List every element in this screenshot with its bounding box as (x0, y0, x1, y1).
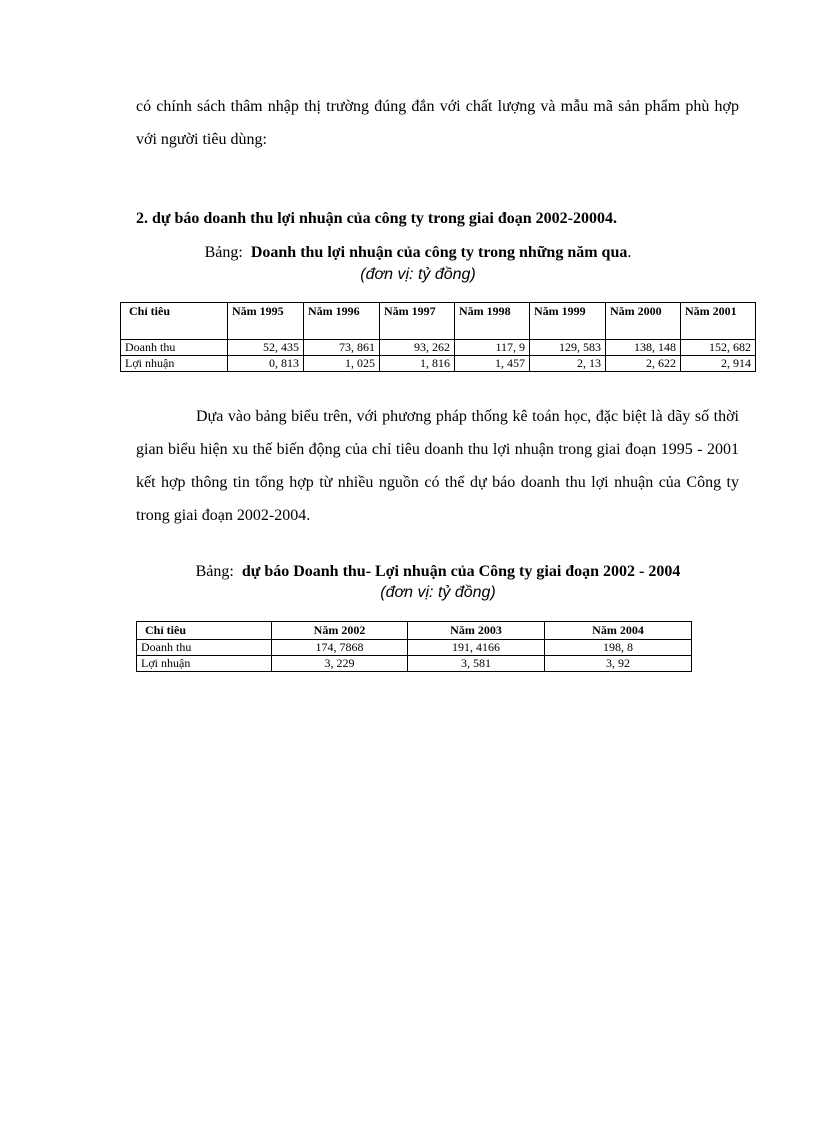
paragraph-intro: có chính sách thâm nhập thị trường đúng đắn với chất lượng và mẫu mã sản phẩm phù hợp với người tiêu dùng: (136, 98, 739, 148)
value-cell: 138, 148 (606, 340, 681, 356)
header-cell: Chỉ tiêu (137, 622, 272, 640)
value-cell: 3, 581 (408, 656, 545, 672)
table-1-caption-suffix: . (627, 244, 632, 261)
value-cell: 3, 92 (545, 656, 692, 672)
row-label-cell: Doanh thu (137, 640, 272, 656)
section-heading: 2. dự báo doanh thu lợi nhuận của công ty trong giai đoạn 2002-20004. (136, 210, 617, 227)
header-cell: Năm 1995 (228, 303, 304, 340)
value-cell: 2, 914 (681, 356, 756, 372)
table-1-caption (0, 244, 816, 262)
table-1-caption-prefix: Bảng: (204, 244, 243, 261)
table-2-caption-title: dự báo Doanh thu- Lợi nhuận của Công ty giai đoạn 2002 - 2004 (241, 563, 681, 580)
value-cell: 174, 7868 (272, 640, 408, 656)
value-cell: 1, 025 (304, 356, 380, 372)
header-cell: Chỉ tiêu (121, 303, 228, 340)
header-cell: Năm 1997 (380, 303, 455, 340)
value-cell: 191, 4166 (408, 640, 545, 656)
table-1-unit: (đơn vị: tỷ đồng) (360, 266, 476, 283)
header-cell: Năm 2004 (545, 622, 692, 640)
header-cell: Năm 1999 (530, 303, 606, 340)
value-cell: 52, 435 (228, 340, 304, 356)
value-cell: 73, 861 (304, 340, 380, 356)
row-label-cell: Lợi nhuận (121, 356, 228, 372)
value-cell: 129, 583 (530, 340, 606, 356)
header-cell: Năm 2000 (606, 303, 681, 340)
table-header-row (121, 303, 756, 340)
table-2-unit: (đơn vị: tỷ đồng) (380, 584, 496, 601)
header-cell: Năm 2003 (408, 622, 545, 640)
value-cell: 2, 13 (530, 356, 606, 372)
value-cell: 3, 229 (272, 656, 408, 672)
table-row (137, 640, 692, 656)
header-cell: Năm 2002 (272, 622, 408, 640)
revenue-profit-table (120, 302, 756, 372)
table-2-caption (0, 563, 816, 581)
header-cell: Năm 1996 (304, 303, 380, 340)
value-cell: 1, 457 (455, 356, 530, 372)
table-row (121, 356, 756, 372)
row-label-cell: Lợi nhuận (137, 656, 272, 672)
value-cell: 2, 622 (606, 356, 681, 372)
value-cell: 0, 813 (228, 356, 304, 372)
value-cell: 152, 682 (681, 340, 756, 356)
table-header-row (137, 622, 692, 640)
value-cell: 198, 8 (545, 640, 692, 656)
header-cell: Năm 1998 (455, 303, 530, 340)
row-label-cell: Doanh thu (121, 340, 228, 356)
value-cell: 1, 816 (380, 356, 455, 372)
value-cell: 117, 9 (455, 340, 530, 356)
header-cell: Năm 2001 (681, 303, 756, 340)
paragraph-analysis: Dựa vào bảng biểu trên, với phương pháp thống kê toán học, đặc biệt là dãy số thời gian biểu hiện xu thế biến động của chỉ tiêu doanh thu lợi nhuận trong giai đoạn 1995 - 2001 kết hợp thông tin tổng hợp từ nhiều nguồn có thể dự báo doanh thu lợi nhuận của Công ty trong giai đoạn 2002-2004. (136, 408, 739, 524)
table-2-caption-prefix: Bảng: (195, 563, 234, 580)
forecast-table (136, 621, 692, 672)
table-1-caption-title: Doanh thu lợi nhuận của công ty trong những năm qua (250, 244, 628, 261)
table-row (121, 340, 756, 356)
value-cell: 93, 262 (380, 340, 455, 356)
table-row (137, 656, 692, 672)
